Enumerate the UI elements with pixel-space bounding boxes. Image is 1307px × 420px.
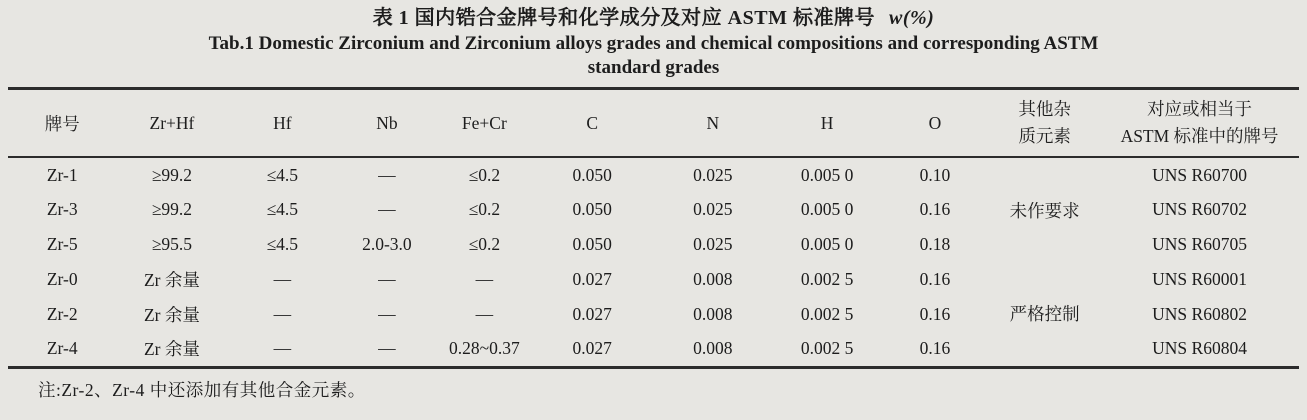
column-header-fe-cr: Fe+Cr xyxy=(461,112,507,133)
cell-grade: Zr-5 xyxy=(46,234,78,254)
cell-nb: — xyxy=(378,199,396,219)
cell-astm: UNS R60804 xyxy=(1152,338,1247,359)
table-title-chinese-text: 表 1 国内锆合金牌号和化学成分及对应 ASTM 标准牌号 xyxy=(372,7,875,29)
column-header-other-impurities-line2: 质元素 xyxy=(1018,126,1071,146)
table-row xyxy=(8,332,1299,367)
cell-nb: — xyxy=(378,164,396,185)
column-header-o: O xyxy=(928,112,942,133)
table-row xyxy=(8,297,1299,332)
cell-nb: 2.0-3.0 xyxy=(362,234,412,254)
column-header-astm-grade xyxy=(1100,89,1299,158)
cell-nb: — xyxy=(378,304,396,324)
cell-fe-cr: 0.28~0.37 xyxy=(449,338,520,359)
cell-grade: Zr-4 xyxy=(46,338,78,359)
cell-astm: UNS R60700 xyxy=(1152,164,1247,185)
cell-grade: Zr-1 xyxy=(46,164,78,185)
column-header-other-impurities xyxy=(989,89,1100,158)
cell-grade: Zr-0 xyxy=(46,269,78,289)
cell-fe-cr: ≤0.2 xyxy=(468,164,501,185)
cell-h: 0.002 5 xyxy=(800,338,854,359)
cell-fe-cr: — xyxy=(475,304,494,324)
composition-table xyxy=(8,87,1299,369)
cell-fe-cr: — xyxy=(475,269,494,289)
table-title-chinese xyxy=(8,5,1299,31)
cell-astm: UNS R60001 xyxy=(1152,269,1247,289)
cell-zr-hf: ≥95.5 xyxy=(151,234,193,254)
cell-o: 0.16 xyxy=(919,338,951,359)
cell-o: 0.18 xyxy=(919,234,951,254)
header-row xyxy=(8,89,1299,158)
table-row xyxy=(8,227,1299,262)
cell-n: 0.025 xyxy=(693,199,733,219)
table-row xyxy=(8,157,1299,192)
cell-n: 0.008 xyxy=(693,304,733,324)
column-header-astm-grade-line1: 对应或相当于 xyxy=(1147,99,1253,119)
cell-n: 0.025 xyxy=(693,234,733,254)
cell-o: 0.10 xyxy=(919,164,951,185)
cell-h: 0.002 5 xyxy=(800,304,854,324)
table-title-english-line2: standard grades xyxy=(587,57,720,78)
cell-zr-hf: ≥99.2 xyxy=(151,164,193,185)
cell-astm: UNS R60705 xyxy=(1152,234,1247,254)
cell-zr-hf: ≥99.2 xyxy=(151,199,193,219)
column-header-other-impurities-line1: 其他杂 xyxy=(1018,99,1071,119)
cell-h: 0.005 0 xyxy=(800,234,854,254)
cell-zr-hf: Zr 余量 xyxy=(143,305,200,325)
column-header-nb: Nb xyxy=(376,112,398,133)
column-header-zr-hf: Zr+Hf xyxy=(149,112,195,133)
cell-fe-cr: ≤0.2 xyxy=(468,234,501,254)
column-header-astm-grade-line2: ASTM 标准中的牌号 xyxy=(1120,126,1279,146)
cell-h: 0.002 5 xyxy=(800,269,854,289)
cell-n: 0.008 xyxy=(693,269,733,289)
cell-c: 0.050 xyxy=(572,234,612,254)
cell-n: 0.008 xyxy=(693,338,733,359)
cell-h: 0.005 0 xyxy=(800,164,854,185)
cell-hf: — xyxy=(273,304,292,324)
column-header-grade: 牌号 xyxy=(44,113,80,134)
cell-c: 0.027 xyxy=(572,304,612,324)
cell-c: 0.027 xyxy=(572,338,612,359)
cell-impurity-group-top: 未作要求 xyxy=(1009,200,1080,221)
cell-c: 0.027 xyxy=(572,269,612,289)
cell-grade: Zr-2 xyxy=(46,304,78,324)
cell-nb: — xyxy=(378,338,396,359)
cell-hf: ≤4.5 xyxy=(266,199,299,219)
cell-astm: UNS R60702 xyxy=(1152,199,1247,219)
cell-zr-hf: Zr 余量 xyxy=(143,339,200,360)
cell-fe-cr: ≤0.2 xyxy=(468,199,501,219)
cell-hf: — xyxy=(273,269,292,289)
cell-impurity-group-bottom: 严格控制 xyxy=(1009,304,1080,325)
column-header-h: H xyxy=(820,112,834,133)
cell-o: 0.16 xyxy=(919,199,951,219)
table-title-english-line1: Tab.1 Domestic Zirconium and Zirconium alloys grades and chemical compositions and corresponding ASTM xyxy=(208,33,1099,54)
cell-n: 0.025 xyxy=(693,164,733,185)
cell-hf: ≤4.5 xyxy=(266,164,299,185)
cell-grade: Zr-3 xyxy=(46,199,78,219)
cell-zr-hf: Zr 余量 xyxy=(143,270,200,290)
cell-astm: UNS R60802 xyxy=(1152,304,1247,324)
cell-hf: — xyxy=(273,338,292,359)
cell-nb: — xyxy=(378,269,396,289)
cell-h: 0.005 0 xyxy=(800,199,854,219)
cell-c: 0.050 xyxy=(572,199,612,219)
column-header-n: N xyxy=(706,112,720,133)
cell-hf: ≤4.5 xyxy=(266,234,299,254)
table-row xyxy=(8,192,1299,227)
table-footnote: 注:Zr-2、Zr-4 中还添加有其他合金元素。 xyxy=(38,379,366,400)
cell-c: 0.050 xyxy=(572,164,612,185)
cell-o: 0.16 xyxy=(919,269,951,289)
column-header-c: C xyxy=(586,112,598,133)
cell-o: 0.16 xyxy=(919,304,951,324)
column-header-hf: Hf xyxy=(273,112,292,133)
table-row xyxy=(8,262,1299,297)
table-title-unit: w(%) xyxy=(888,7,935,29)
